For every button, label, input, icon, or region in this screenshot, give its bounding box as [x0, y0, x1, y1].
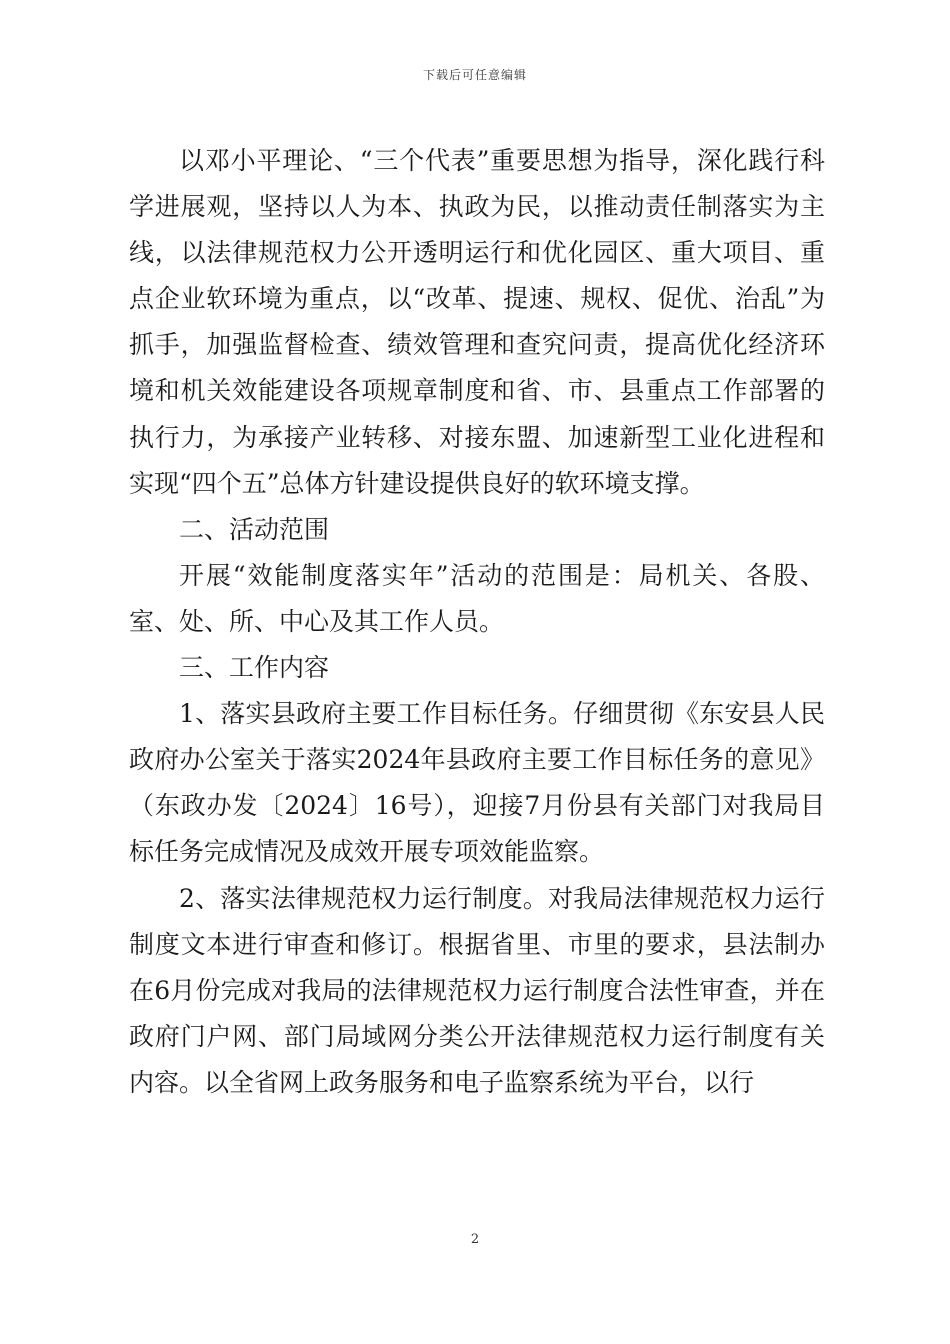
document-body — [129, 138, 825, 1106]
page-number: 2 — [470, 1232, 480, 1247]
section-heading-work-content: 三、工作内容 — [179, 653, 330, 683]
paragraph-item-2: 2、落实法律规范权力运行制度。对我局法律规范权力运行制度文本进行审查和修订。根据省里、市里的要求，县法制办在6月份完成对我局的法律规范权力运行制度合法性审查，并在政府门户网、部门局域网分类公开法律规范权力运行制度有关内容。以全省网上政务服务和电子监察系统为平台，以行 — [129, 883, 825, 1097]
paragraph-item-1: 1、落实县政府主要工作目标任务。仔细贯彻《东安县人民政府办公室关于落实2024年县政府主要工作目标任务的意见》（东政办发〔2024〕16号），迎接7月份县有关部门对我局目标任务完成情况及成效开展专项效能监察。 — [129, 699, 825, 867]
paragraph-scope: 开展“效能制度落实年”活动的范围是：局机关、各股、室、处、所、中心及其工作人员。 — [129, 560, 825, 636]
page-header-note: 下载后可任意编辑 — [422, 68, 527, 82]
section-heading-scope: 二、活动范围 — [179, 514, 330, 544]
paragraph-guiding-principles: 以邓小平理论、“三个代表”重要思想为指导，深化践行科学进展观，坚持以人为本、执政为民，以推动责任制落实为主线，以法律规范权力公开透明运行和优化园区、重大项目、重点企业软环境为重点，以“改革、提速、规权、促优、治乱”为抓手，加强监督检查、绩效管理和查究问责，提高优化经济环境和机关效能建设各项规章制度和省、市、县重点工作部署的执行力，为承接产业转移、对接东盟、加速新型工业化进程和实现“四个五”总体方针建设提供良好的软环境支撑。 — [129, 146, 825, 498]
